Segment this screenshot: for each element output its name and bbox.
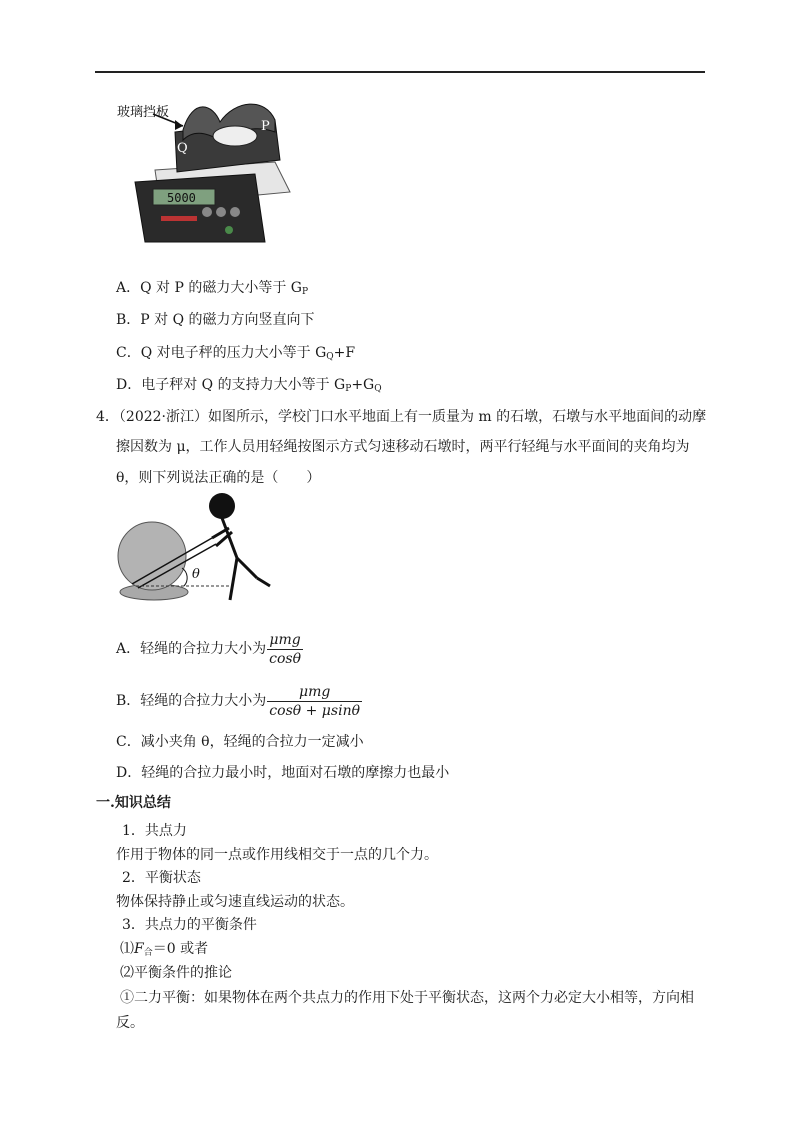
- q-label: Q: [177, 141, 188, 156]
- summary-item1-body: 作用于物体的同一点或作用线相交于一点的几个力。: [116, 847, 438, 863]
- summary-rule1-line2: 反。: [116, 1015, 144, 1031]
- q3-option-c: C．Q 对电子秤的压力大小等于 $G_Q+F$: [116, 345, 356, 362]
- stone-pulling-figure: [112, 490, 292, 608]
- summary-condition1: $⑴F_合=0$ 或者: [120, 941, 209, 958]
- summary-item2-body: 物体保持静止或匀速直线运动的状态。: [116, 894, 354, 910]
- fraction-a: $\frac{\text{μmg}}{\cos\theta}$: [269, 631, 302, 667]
- q4-option-d: D．轻绳的合拉力最小时，地面对石墩的摩擦力也最小: [116, 765, 450, 781]
- q4-option-b: B．轻绳的合拉力大小为 $\frac{\text{μmg}}{\cos\theta + \mu\sin\theta}$: [116, 683, 361, 719]
- theta-label: θ: [192, 567, 200, 582]
- glass-label: 玻璃挡板: [117, 104, 170, 119]
- q4-stem-line3: θ，则下列说法正确的是（ ）: [116, 470, 321, 486]
- p-label: P: [261, 119, 270, 134]
- summary-item1-title: 1．共点力: [122, 823, 187, 839]
- q3-option-b: B．P 对 Q 的磁力方向竖直向下: [116, 312, 315, 328]
- fraction-b: $\frac{\text{μmg}}{\cos\theta + \mu\sin\theta}$: [269, 683, 361, 719]
- summary-condition2: ⑵平衡条件的推论: [120, 965, 232, 981]
- display-reading: 5000: [167, 191, 196, 205]
- summary-item2-title: 2．平衡状态: [122, 870, 201, 886]
- q4-option-a: A．轻绳的合拉力大小为 $\frac{\text{μmg}}{\cos\theta}$: [116, 631, 302, 667]
- summary-heading: 一.知识总结: [96, 795, 171, 811]
- q4-option-c: C．减小夹角 θ，轻绳的合拉力一定减小: [116, 734, 364, 750]
- header-rule: [95, 71, 705, 73]
- scale-figure: [115, 92, 295, 250]
- summary-rule1-line1: ①二力平衡：如果物体在两个共点力的作用下处于平衡状态，这两个力必定大小相等，方向相: [120, 990, 694, 1006]
- q4-stem-line2: 擦因数为 μ，工作人员用轻绳按图示方式匀速移动石墩时，两平行轻绳与水平面间的夹角均为: [116, 439, 690, 455]
- summary-item3-title: 3．共点力的平衡条件: [122, 917, 257, 933]
- q4-stem-line1: 4．（2022·浙江）如图所示，学校门口水平地面上有一质量为 m 的石墩，石墩与水平地面间的动摩: [96, 409, 707, 425]
- q3-option-d: D．电子秤对 Q 的支持力大小等于 $G_P+G_Q$: [116, 377, 382, 394]
- q3-option-a: A．Q 对 P 的磁力大小等于 $G_P$: [116, 280, 309, 297]
